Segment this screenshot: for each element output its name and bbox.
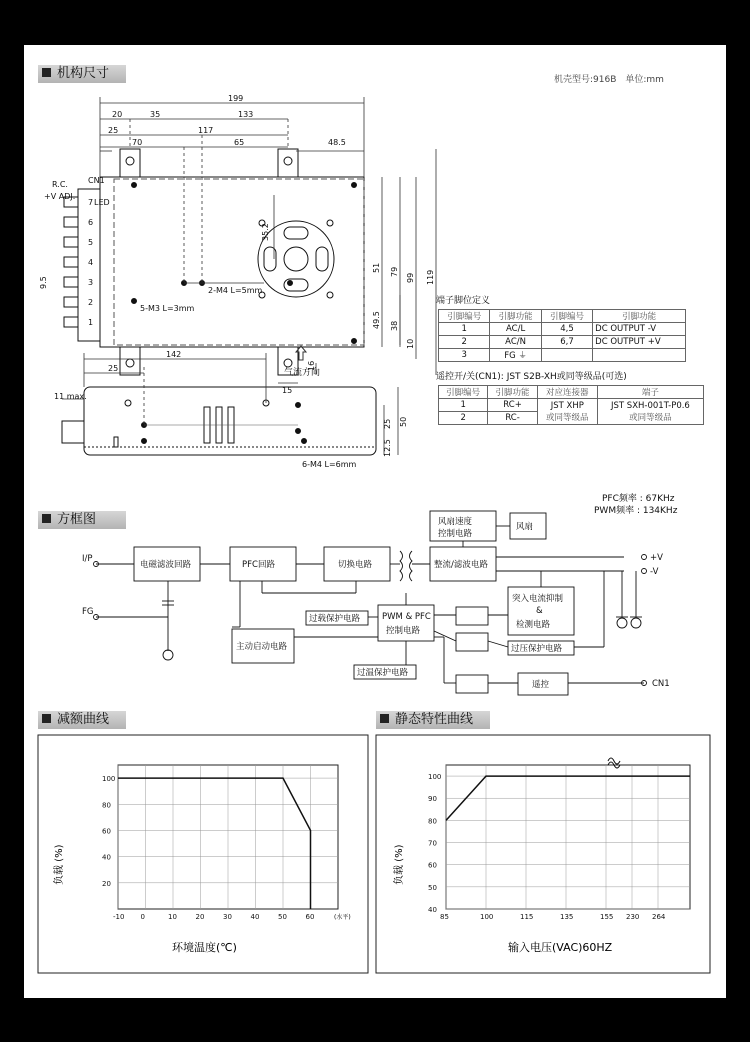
dim-12-5: 12.5 (383, 439, 392, 457)
xtick-label: 40 (250, 913, 260, 921)
opto-coupler-icon (456, 675, 488, 693)
dim-199: 199 (228, 94, 244, 103)
ytick-label: 60 (428, 861, 437, 870)
dim-side-25-right: 25 (383, 418, 392, 429)
xtick-label: 0 (140, 913, 145, 921)
label-vpos: +V (650, 553, 663, 563)
xtick-label: 60 (305, 913, 315, 921)
dim-117: 117 (198, 126, 214, 135)
label-pfc: PFC回路 (242, 560, 275, 570)
pin-number-label: 2 (88, 298, 94, 307)
ground-icon (631, 618, 641, 628)
case-info: 机壳型号:916B 单位:mm (554, 75, 664, 85)
label-fg: FG (82, 607, 94, 617)
table-cell-terminal (597, 399, 703, 425)
section-marker-icon (42, 514, 51, 523)
pin-number-label: 7 (88, 198, 94, 207)
label-ip: I/P (82, 554, 93, 564)
label-fan-control-1: 风扇速度 (438, 517, 473, 527)
table-cell: DC OUTPUT +V (593, 336, 686, 349)
dim-49-5: 49.5 (372, 311, 381, 329)
cn1-table-title: 遥控开/关(CN1): JST S2B-XH或同等级品(可选) (436, 372, 627, 382)
dim-142: 142 (166, 350, 182, 359)
section-title-static (376, 711, 490, 729)
dim-65: 65 (234, 138, 245, 147)
section-marker-icon (380, 714, 389, 723)
dim-15: 15 (282, 386, 293, 395)
cn1-pin-table (438, 385, 704, 425)
table-header-cell: 引脚功能 (593, 310, 686, 323)
side-case-outline (84, 387, 376, 455)
table-cell: AC/L (490, 323, 541, 336)
terminal-name: JST SXH-001T-P0.6 (611, 400, 690, 411)
table-cell-connector (537, 399, 597, 425)
ytick-label: 100 (428, 773, 442, 782)
table-row (439, 336, 686, 349)
derating-xlabel: 环境温度(℃) (172, 941, 237, 954)
ground-icon (163, 650, 173, 660)
table-header-row (439, 310, 686, 323)
dim-70: 70 (132, 138, 143, 147)
table-cell: 3 (439, 349, 490, 362)
table-cell: 4,5 (541, 323, 592, 336)
table-header-cell: 对应连接器 (537, 386, 597, 399)
mount-tab (120, 149, 140, 177)
table-row (439, 323, 686, 336)
table-header-cell: 引脚功能 (488, 386, 537, 399)
table-cell: 6,7 (541, 336, 592, 349)
label-fan: 风扇 (516, 522, 534, 532)
table-row (439, 399, 704, 412)
connector-name: JST XHP (550, 400, 584, 411)
xtick-label: 50 (278, 913, 287, 921)
dim-38: 38 (390, 320, 399, 331)
table-cell: 2 (439, 412, 488, 425)
dim-51: 51 (372, 262, 381, 273)
dim-11max: 11 max. (54, 392, 87, 401)
table-cell: FG ⏚ (490, 349, 541, 362)
label-rc: R.C. (52, 180, 68, 189)
ytick-label: 80 (428, 817, 437, 826)
section-title-derating (38, 711, 126, 729)
dim-119: 119 (426, 269, 435, 285)
dim-10: 10 (406, 338, 415, 349)
xtick-label: 135 (560, 913, 574, 921)
dim-20: 20 (112, 110, 123, 119)
xtick-label: 30 (223, 913, 232, 921)
section-title-block-text: 方框图 (57, 512, 97, 527)
label-switch: 切换电路 (338, 560, 373, 570)
ytick-label: 90 (428, 795, 437, 804)
pin-number-label: 6 (88, 218, 94, 227)
label-inrush-2: & (536, 606, 543, 616)
dim-35: 35 (150, 110, 161, 119)
dim-35-2: 35.2 (261, 223, 270, 241)
label-m3-screw: 5-M3 L=3mm (140, 304, 195, 313)
section-title-static-text: 静态特性曲线 (395, 712, 474, 727)
label-fan-control-2: 控制电路 (438, 529, 473, 539)
mount-tab (278, 149, 298, 177)
xtick-label: 230 (626, 913, 640, 921)
xtick-label: 85 (440, 913, 449, 921)
section-title-derating-text: 减额曲线 (57, 712, 110, 727)
ytick-label: 100 (102, 775, 116, 784)
pin-number-label: 5 (88, 238, 94, 247)
label-cn1-out: CN1 (652, 679, 670, 689)
xtick-label: -10 (113, 913, 125, 921)
table-row (439, 349, 686, 362)
ytick-label: 60 (102, 827, 111, 836)
pin-number-label: 4 (88, 258, 94, 267)
static-ylabel: 负载 (%) (394, 844, 405, 885)
airflow-label: 气流方向 (284, 368, 321, 378)
dim-25: 25 (108, 126, 119, 135)
dim-50: 50 (399, 416, 408, 427)
ytick-label: 40 (102, 853, 111, 862)
dim-16: 16 (307, 360, 316, 371)
table-cell: 1 (439, 399, 488, 412)
xtick-note: (水平) (334, 914, 351, 921)
xtick-label: 115 (520, 913, 534, 921)
opto-coupler-icon (456, 607, 488, 625)
label-side-screw: 6-M4 L=6mm (302, 460, 357, 469)
dim-79: 79 (390, 266, 399, 277)
section-marker-icon (42, 68, 51, 77)
label-vneg: -V (650, 567, 659, 577)
dim-side-25: 25 (108, 364, 119, 373)
label-cn1: CN1 (88, 176, 105, 185)
label-emi: 电磁滤波回路 (140, 560, 192, 570)
dim-48-5: 48.5 (328, 138, 346, 147)
opto-coupler-icon (456, 633, 488, 651)
table-header-cell: 引脚编号 (439, 310, 490, 323)
ytick-label: 50 (428, 883, 437, 892)
label-m4-screw: 2-M4 L=5mm (208, 286, 263, 295)
label-led: LED (94, 198, 110, 207)
transformer-icon (400, 551, 412, 581)
block-diagram (84, 507, 684, 703)
dim-133: 133 (238, 110, 254, 119)
table-cell: 2 (439, 336, 490, 349)
label-remote: 遥控 (532, 680, 550, 690)
label-vadj: +V ADJ. (44, 192, 76, 201)
pfc-frequency: PFC频率 : 67KHz (602, 494, 675, 504)
xtick-label: 100 (480, 913, 494, 921)
xtick-label: 264 (652, 913, 666, 921)
label-pwm-2: 控制电路 (386, 626, 421, 636)
table-header-cell: 引脚编号 (439, 386, 488, 399)
derating-ylabel: 负载 (%) (54, 844, 65, 885)
dim-99: 99 (406, 272, 415, 283)
label-otp: 过温保护电路 (357, 668, 409, 678)
table-header-row (439, 386, 704, 399)
label-aux-start: 主动启动电路 (236, 642, 288, 652)
ytick-label: 80 (102, 801, 111, 810)
side-view-drawing (54, 347, 454, 471)
table-cell: AC/N (490, 336, 541, 349)
xtick-label: 155 (600, 913, 614, 921)
section-marker-icon (42, 714, 51, 723)
ytick-label: 20 (102, 879, 111, 888)
case-outline (100, 177, 364, 347)
table-cell: RC+ (488, 399, 537, 412)
static-xlabel: 输入电压(VAC)60HZ (508, 941, 613, 954)
connector-alt: 或同等级品 (546, 412, 589, 423)
terminal-pin-table (438, 309, 686, 362)
pwm-frequency: PWM频率 : 134KHz (594, 506, 678, 516)
label-ovp: 过压保护电路 (511, 644, 563, 654)
table-cell (541, 349, 592, 362)
ground-icon (617, 618, 627, 628)
terminal-table-title: 端子脚位定义 (436, 296, 491, 306)
label-rectifier: 整流/滤波电路 (434, 560, 488, 570)
pin-number-label: 1 (88, 318, 94, 327)
dim-9-5: 9.5 (39, 276, 48, 289)
label-pwm-1: PWM & PFC (382, 612, 431, 622)
terminal-alt: 或同等级品 (629, 412, 672, 423)
table-header-cell: 端子 (597, 386, 703, 399)
table-cell: DC OUTPUT -V (593, 323, 686, 336)
derating-chart (38, 735, 368, 973)
table-cell: 1 (439, 323, 490, 336)
section-title-dimensions-text: 机构尺寸 (57, 66, 110, 81)
table-cell (593, 349, 686, 362)
ytick-label: 70 (428, 839, 437, 848)
xtick-label: 10 (168, 913, 177, 921)
label-olp: 过载保护电路 (309, 614, 361, 624)
label-inrush-3: 检测电路 (516, 620, 551, 630)
static-chart (376, 735, 710, 973)
pin-number-label: 3 (88, 278, 94, 287)
ytick-label: 40 (428, 906, 437, 914)
table-header-cell: 引脚编号 (541, 310, 592, 323)
datasheet-page (24, 45, 726, 998)
label-inrush-1: 突入电流抑制 (512, 594, 564, 604)
xtick-label: 20 (195, 913, 205, 921)
section-title-dimensions (38, 65, 126, 83)
table-cell: RC- (488, 412, 537, 425)
table-header-cell: 引脚功能 (490, 310, 541, 323)
